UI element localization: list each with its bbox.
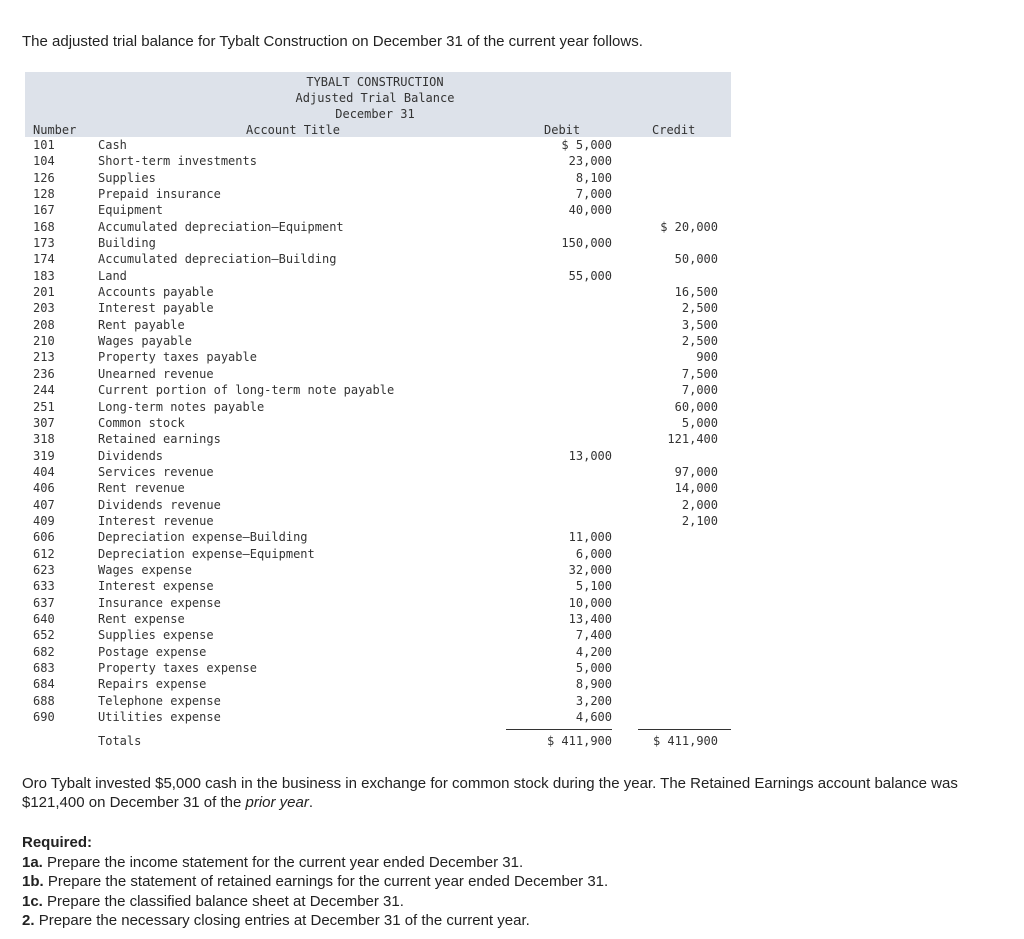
table-row: [25, 660, 731, 676]
account-number: 406: [33, 481, 55, 496]
account-title: Building: [98, 236, 156, 251]
account-number: 168: [33, 219, 55, 234]
account-title: Accumulated depreciation—Building: [98, 252, 337, 267]
credit-amount: 50,000: [674, 252, 718, 267]
account-title: Short-term investments: [98, 154, 257, 169]
credit-amount: 5,000: [681, 415, 718, 430]
account-title: Dividends: [98, 448, 164, 463]
account-title: Services revenue: [98, 464, 214, 479]
account-title: Unearned revenue: [98, 366, 214, 381]
account-title: Dividends revenue: [98, 497, 221, 512]
table-row: [25, 235, 731, 251]
company-name: TYBALT CONSTRUCTION: [306, 75, 444, 89]
account-number: 637: [33, 595, 55, 610]
credit-total-rule: [638, 729, 731, 730]
debit-total-rule: [506, 729, 612, 730]
table-row: [25, 284, 731, 300]
credit-amount: 2,000: [681, 497, 718, 512]
table-row: [25, 513, 731, 529]
account-number: 407: [33, 497, 55, 512]
account-number: 128: [33, 187, 55, 202]
debit-amount: $ 5,000: [561, 138, 612, 152]
table-row: [25, 595, 731, 611]
credit-amount: 121,400: [667, 432, 718, 447]
table-body: [25, 137, 731, 725]
credit-amount: 2,500: [681, 301, 718, 316]
totals-row: [25, 729, 731, 751]
account-number: 236: [33, 366, 55, 381]
info-paragraph: [22, 774, 1012, 812]
table-row: [25, 480, 731, 496]
table-row: [25, 676, 731, 692]
debit-amount: 4,200: [575, 644, 612, 659]
account-title: Rent payable: [98, 317, 185, 332]
account-title: Rent expense: [98, 611, 185, 626]
paragraph-end: .: [308, 794, 314, 811]
account-number: 210: [33, 334, 55, 349]
account-title: Wages payable: [98, 334, 192, 349]
account-title: Accumulated depreciation—Equipment: [98, 219, 344, 234]
account-number: 318: [33, 432, 55, 447]
debit-amount: 13,400: [568, 611, 612, 626]
account-number: 623: [33, 562, 55, 577]
table-row: [25, 562, 731, 578]
credit-amount: 7,500: [681, 366, 718, 381]
table-row: [25, 153, 731, 169]
table-row: [25, 415, 731, 431]
account-number: 688: [33, 693, 55, 708]
col-credit-header: Credit: [652, 123, 696, 137]
table-row: [25, 317, 731, 333]
table-row: [25, 251, 731, 267]
table-row: [25, 497, 731, 513]
table-row: [25, 611, 731, 627]
account-number: 307: [33, 415, 55, 430]
paragraph-emphasis: prior year: [245, 794, 309, 811]
credit-amount: 3,500: [681, 317, 718, 332]
totals-credit: $ 411,900: [652, 734, 718, 749]
col-number-header: Number: [33, 123, 77, 137]
table-row: [25, 137, 731, 153]
table-row: [25, 202, 731, 218]
table-row: [25, 366, 731, 382]
account-title: Accounts payable: [98, 285, 214, 300]
account-number: 633: [33, 579, 55, 594]
table-row: [25, 399, 731, 415]
account-number: 101: [33, 138, 55, 152]
account-title: Interest expense: [98, 579, 214, 594]
account-title: Property taxes payable: [98, 350, 257, 365]
account-number: 683: [33, 661, 55, 675]
debit-amount: 55,000: [568, 268, 612, 283]
debit-amount: 8,100: [575, 170, 612, 185]
table-row: [25, 693, 731, 709]
account-title: Prepaid insurance: [98, 187, 221, 202]
required-item: 1b. Prepare the statement of retained earnings for the current year ended December 31.: [22, 873, 609, 890]
account-number: 251: [33, 399, 55, 414]
debit-amount: 150,000: [561, 236, 612, 251]
required-item: 1a. Prepare the income statement for the current year ended December 31.: [22, 853, 524, 871]
trial-balance-table: [25, 72, 731, 751]
table-row: [25, 349, 731, 365]
account-title: Utilities expense: [98, 710, 221, 725]
account-title: Rent revenue: [98, 481, 185, 496]
account-title: Wages expense: [98, 562, 192, 577]
account-title: Equipment: [98, 203, 164, 218]
account-number: 174: [33, 252, 55, 267]
table-row: [25, 333, 731, 349]
account-number: 183: [33, 268, 55, 283]
account-title: Insurance expense: [98, 595, 221, 610]
account-number: 404: [33, 464, 55, 479]
account-number: 612: [33, 546, 55, 561]
intro-text: The adjusted trial balance for Tybalt Construction on December 31 of the current year follows.: [22, 33, 643, 50]
account-number: 684: [33, 677, 55, 692]
table-row: [25, 709, 731, 725]
required-section: [22, 833, 608, 931]
statement-date: December 31: [335, 107, 415, 121]
debit-amount: 10,000: [568, 595, 612, 610]
account-title: Supplies: [98, 170, 156, 185]
col-debit-header: Debit: [544, 123, 581, 137]
account-title: Property taxes expense: [98, 661, 257, 675]
credit-amount: $ 20,000: [660, 219, 718, 234]
account-number: 213: [33, 350, 55, 365]
table-row: [25, 219, 731, 235]
debit-amount: 11,000: [568, 530, 612, 545]
account-number: 173: [33, 236, 55, 251]
account-number: 409: [33, 513, 55, 528]
credit-amount: 97,000: [674, 464, 718, 479]
account-number: 167: [33, 203, 55, 218]
paragraph-text: Oro Tybalt invested $5,000 cash in the business in exchange for common stock during the year. The Retained Earnings account balance was $121,400 on December 31 of the: [22, 775, 958, 811]
table-row: [25, 382, 731, 398]
account-title: Land: [98, 268, 127, 283]
debit-amount: 7,400: [575, 628, 612, 643]
table-row: [25, 644, 731, 660]
table-row: [25, 546, 731, 562]
debit-amount: 3,200: [575, 693, 612, 708]
credit-amount: 900: [696, 350, 718, 365]
table-row: [25, 627, 731, 643]
debit-amount: 6,000: [575, 546, 612, 561]
account-title: Supplies expense: [98, 628, 214, 643]
table-row: [25, 529, 731, 545]
account-number: 126: [33, 170, 55, 185]
debit-amount: 4,600: [575, 710, 612, 725]
account-title: Postage expense: [98, 644, 207, 659]
account-title: Long-term notes payable: [98, 399, 265, 414]
account-number: 640: [33, 611, 55, 626]
account-title: Interest revenue: [98, 513, 214, 528]
credit-amount: 14,000: [674, 481, 718, 496]
account-title: Telephone expense: [98, 693, 221, 708]
totals-debit: $ 411,900: [546, 734, 612, 749]
table-row: [25, 431, 731, 447]
account-number: 244: [33, 383, 55, 398]
debit-amount: 40,000: [568, 203, 612, 218]
debit-amount: 5,100: [575, 579, 612, 594]
account-number: 682: [33, 644, 55, 659]
required-heading: Required:: [22, 834, 93, 851]
credit-amount: 2,100: [681, 513, 718, 528]
credit-amount: 60,000: [674, 399, 718, 414]
debit-amount: 5,000: [575, 661, 612, 675]
debit-amount: 32,000: [568, 562, 612, 577]
account-title: Depreciation expense—Building: [98, 530, 308, 545]
account-number: 203: [33, 301, 55, 316]
account-number: 606: [33, 530, 55, 545]
account-number: 201: [33, 285, 55, 300]
table-row: [25, 578, 731, 594]
account-title: Depreciation expense—Equipment: [98, 546, 315, 561]
table-row: [25, 170, 731, 186]
account-number: 104: [33, 154, 55, 169]
account-number: 690: [33, 710, 55, 725]
credit-amount: 7,000: [681, 383, 718, 398]
col-title-header: Account Title: [246, 123, 340, 137]
account-number: 652: [33, 628, 55, 643]
debit-amount: 23,000: [568, 154, 612, 169]
credit-amount: 2,500: [681, 334, 718, 349]
account-number: 319: [33, 448, 55, 463]
debit-amount: 13,000: [568, 448, 612, 463]
account-title: Common stock: [98, 415, 185, 430]
account-title: Repairs expense: [98, 677, 207, 692]
table-row: [25, 268, 731, 284]
account-title: Retained earnings: [98, 432, 221, 447]
table-row: [25, 186, 731, 202]
debit-amount: 8,900: [575, 677, 612, 692]
account-number: 208: [33, 317, 55, 332]
account-title: Current portion of long-term note payable: [98, 383, 395, 398]
table-header: [25, 72, 731, 137]
table-row: [25, 464, 731, 480]
table-row: [25, 300, 731, 316]
required-item: 2. Prepare the necessary closing entries at December 31 of the current year.: [22, 912, 530, 929]
credit-amount: 16,500: [674, 285, 718, 300]
debit-amount: 7,000: [575, 187, 612, 202]
totals-label: Totals: [98, 734, 142, 749]
account-title: Interest payable: [98, 301, 214, 316]
table-row: [25, 448, 731, 464]
required-item: 1c. Prepare the classified balance sheet at December 31.: [22, 892, 404, 910]
statement-title: Adjusted Trial Balance: [295, 91, 455, 105]
account-title: Cash: [98, 138, 127, 152]
